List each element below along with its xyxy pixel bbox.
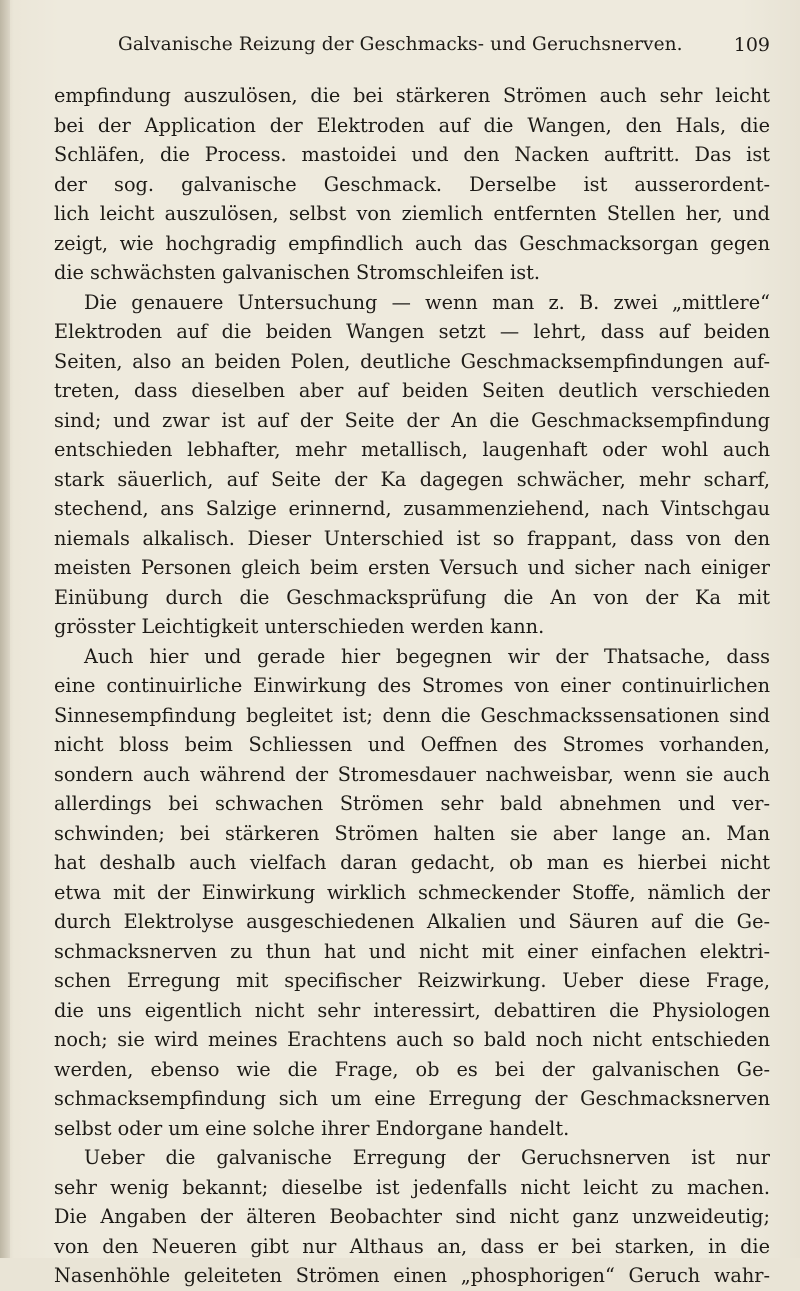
text-line: Die genauere Untersuchung — wenn man z. B. zwei „mittlere“ [84,290,770,314]
text-line: noch; sie wird meines Erachtens auch so bald noch nicht entschieden [54,1028,770,1051]
text-line: Ueber die galvanische Erregung der Geruchsnerven ist nur [84,1146,770,1169]
text-line: empfindung auszulösen, die bei stärkeren Strömen auch sehr leicht [54,84,770,107]
text-line: werden, ebenso wie die Frage, ob es bei der galvanischen Ge- [54,1057,770,1081]
text-line: der sog. galvanische Geschmack. Derselbe ist ausserordent- [54,172,770,196]
text-line: Nasenhöhle geleiteten Strömen einen „phosphorigen“ Geruch wahr- [54,1264,770,1287]
text-line: zeigt, wie hochgradig empfindlich auch das Geschmacksorgan gegen [54,231,770,255]
body-text [54,81,770,1291]
text-line: Elektroden auf die beiden Wangen setzt — lehrt, dass auf beiden [54,320,770,343]
text-line: lich leicht auszulösen, selbst von ziemlich entfernten Stellen her, und [54,202,770,225]
text-line: von den Neueren gibt nur Althaus an, dass er bei starken, in die [54,1234,770,1258]
text-line: Auch hier und gerade hier begegnen wir der Thatsache, dass [84,644,770,668]
text-line: etwa mit der Einwirkung wirklich schmeckender Stoffe, nämlich der [54,880,770,904]
text-line: schen Erregung mit specifischer Reizwirkung. Ueber diese Frage, [54,969,770,992]
text-line: treten, dass dieselben aber auf beiden Seiten deutlich verschieden [54,379,770,402]
text-line: niemals alkalisch. Dieser Unterschied ist so frappant, dass von den [54,526,770,550]
page-gutter-shadow [0,0,10,1258]
text-line: stark säuerlich, auf Seite der Ka dagegen schwächer, mehr scharf, [54,467,770,491]
text-line: bei der Application der Elektroden auf die Wangen, den Hals, die [54,113,770,137]
page-number: 109 [733,34,770,56]
text-line: nicht bloss beim Schliessen und Oeffnen des Stromes vorhanden, [54,733,770,756]
text-line: Schläfen, die Process. mastoidei und den Nacken auftritt. Das ist [54,143,770,166]
running-head: Galvanische Reizung der Geschmacks- und Geruchsnerven. [118,34,683,55]
text-line: grösster Leichtigkeit unterschieden werden kann. [54,615,545,638]
page-header [40,34,770,64]
text-line: Die Angaben der älteren Beobachter sind nicht ganz unzweideutig; [54,1205,770,1228]
text-line: schmacksempfindung sich um eine Erregung der Geschmacksnerven [54,1087,770,1110]
text-line: Einübung durch die Geschmacksprüfung die An von der Ka mit [54,585,770,609]
text-line: sehr wenig bekannt; dieselbe ist jedenfalls nicht leicht zu machen. [54,1175,770,1199]
text-line: durch Elektrolyse ausgeschiedenen Alkalien und Säuren auf die Ge- [54,910,770,933]
text-line: allerdings bei schwachen Strömen sehr bald abnehmen und ver- [54,792,770,815]
text-line: die uns eigentlich nicht sehr interessirt, debattiren die Physiologen [54,998,770,1022]
text-line: sondern auch während der Stromesdauer nachweisbar, wenn sie auch [54,762,770,786]
text-line: entschieden lebhafter, mehr metallisch, laugenhaft oder wohl auch [54,438,770,461]
text-line: selbst oder um eine solche ihrer Endorgane handelt. [54,1116,570,1140]
text-line: Seiten, also an beiden Polen, deutliche Geschmacksempfindungen auf- [54,349,770,373]
text-line: die schwächsten galvanischen Stromschleifen ist. [54,261,540,284]
text-line: stechend, ans Salzige erinnernd, zusammenziehend, nach Vintschgau [54,497,770,520]
text-line: schmacksnerven zu thun hat und nicht mit einer einfachen elektri- [54,939,770,963]
text-line: schwinden; bei stärkeren Strömen halten sie aber lange an. Man [54,821,770,845]
text-line: sind; und zwar ist auf der Seite der An die Geschmacksempfindung [54,408,770,432]
text-line: meisten Personen gleich beim ersten Versuch und sicher nach einiger [54,556,770,579]
text-line: hat deshalb auch vielfach daran gedacht, ob man es hierbei nicht [54,851,770,874]
text-line: eine continuirliche Einwirkung des Stromes von einer continuirlichen [54,674,770,697]
text-line: Sinnesempfindung begleitet ist; denn die Geschmackssensationen sind [54,703,770,727]
